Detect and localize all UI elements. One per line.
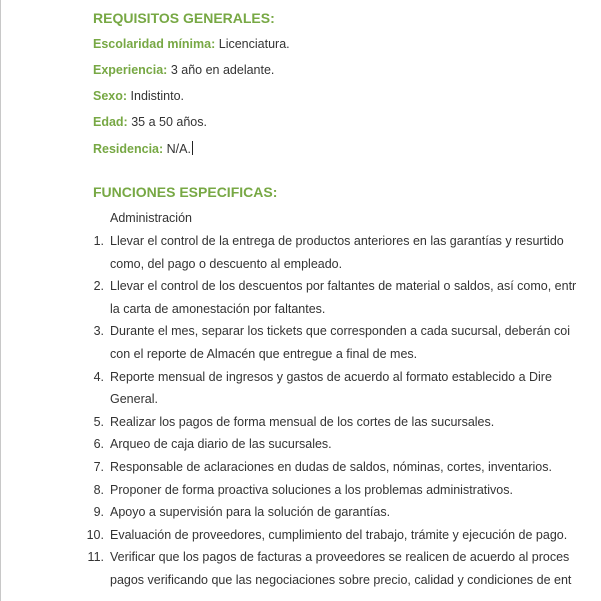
list-item-number: 5. [93, 414, 104, 429]
text-cursor [192, 141, 193, 155]
list-item-text: Reporte mensual de ingresos y gastos de acuerdo al formato establecido a Dire [110, 369, 552, 384]
list-item-number: 2. [93, 279, 104, 294]
list-item-text: con el reporte de Almacén que entregue a final de mes. [110, 347, 418, 361]
list-item-number: 1. [93, 234, 104, 248]
req-label: Experiencia: [93, 63, 168, 77]
list-item-number: 10. [86, 527, 104, 542]
list-item-text: Verificar que los pagos de facturas a proveedores se realicen de acuerdo al proces [110, 550, 570, 565]
req-experiencia [93, 63, 274, 77]
list-item-text: la carta de amonestación por faltantes. [110, 301, 326, 316]
list-item-text: Apoyo a supervisión para la solución de garantías. [110, 505, 391, 520]
list-item-text: Durante el mes, separar los tickets que corresponden a cada sucursal, deberán coi [110, 324, 570, 339]
list-item-number: 6. [93, 437, 104, 452]
req-escolaridad [93, 37, 290, 51]
list-item-number: 7. [93, 460, 104, 474]
list-item-text: Responsable de aclaraciones en dudas de saldos, nóminas, cortes, inventarios. [110, 460, 552, 474]
list-item-number: 4. [93, 369, 104, 384]
list-item-text: Llevar el control de los descuentos por faltantes de material o saldos, así como, entr [110, 279, 577, 294]
list-item-text: pagos verificando que las negociaciones sobre precio, calidad y condiciones de ent [110, 573, 572, 587]
list-item-text: Proponer de forma proactiva soluciones a los problemas administrativos. [110, 482, 513, 497]
req-value: Indistinto. [130, 89, 185, 103]
list-item-number: 8. [93, 482, 104, 497]
req-sexo [93, 89, 184, 103]
req-value: N/A. [166, 142, 191, 156]
req-residencia [93, 141, 193, 156]
req-label: Sexo: [93, 89, 128, 103]
list-item-number: 9. [93, 505, 104, 520]
list-item-text: General. [110, 392, 158, 407]
req-label: Residencia: [93, 142, 164, 156]
list-item-text: como, del pago o descuento al empleado. [110, 256, 343, 271]
list-item-text: Evaluación de proveedores, cumplimiento del trabajo, trámite y ejecución de pago. [110, 527, 568, 542]
req-value: 3 año en adelante. [170, 63, 275, 77]
list-item-text: Arqueo de caja diario de las sucursales. [110, 437, 332, 452]
list-item-number: 3. [93, 324, 104, 339]
requisitos-heading: REQUISITOS GENERALES: [93, 10, 275, 26]
funciones-heading: FUNCIONES ESPECIFICAS: [93, 184, 278, 200]
req-value: Licenciatura. [218, 37, 290, 51]
list-item-text: Realizar los pagos de forma mensual de los cortes de las sucursales. [110, 414, 495, 429]
list-item-text: Llevar el control de la entrega de productos anteriores en las garantías y resurtido [110, 234, 564, 248]
list-item-number: 11. [87, 550, 104, 565]
req-value: 35 a 50 años. [131, 115, 207, 129]
section-label: Administración [110, 211, 192, 225]
req-label: Edad: [93, 115, 128, 129]
req-label: Escolaridad mínima: [93, 37, 216, 51]
page-left-edge [0, 0, 1, 601]
req-edad [93, 115, 207, 129]
